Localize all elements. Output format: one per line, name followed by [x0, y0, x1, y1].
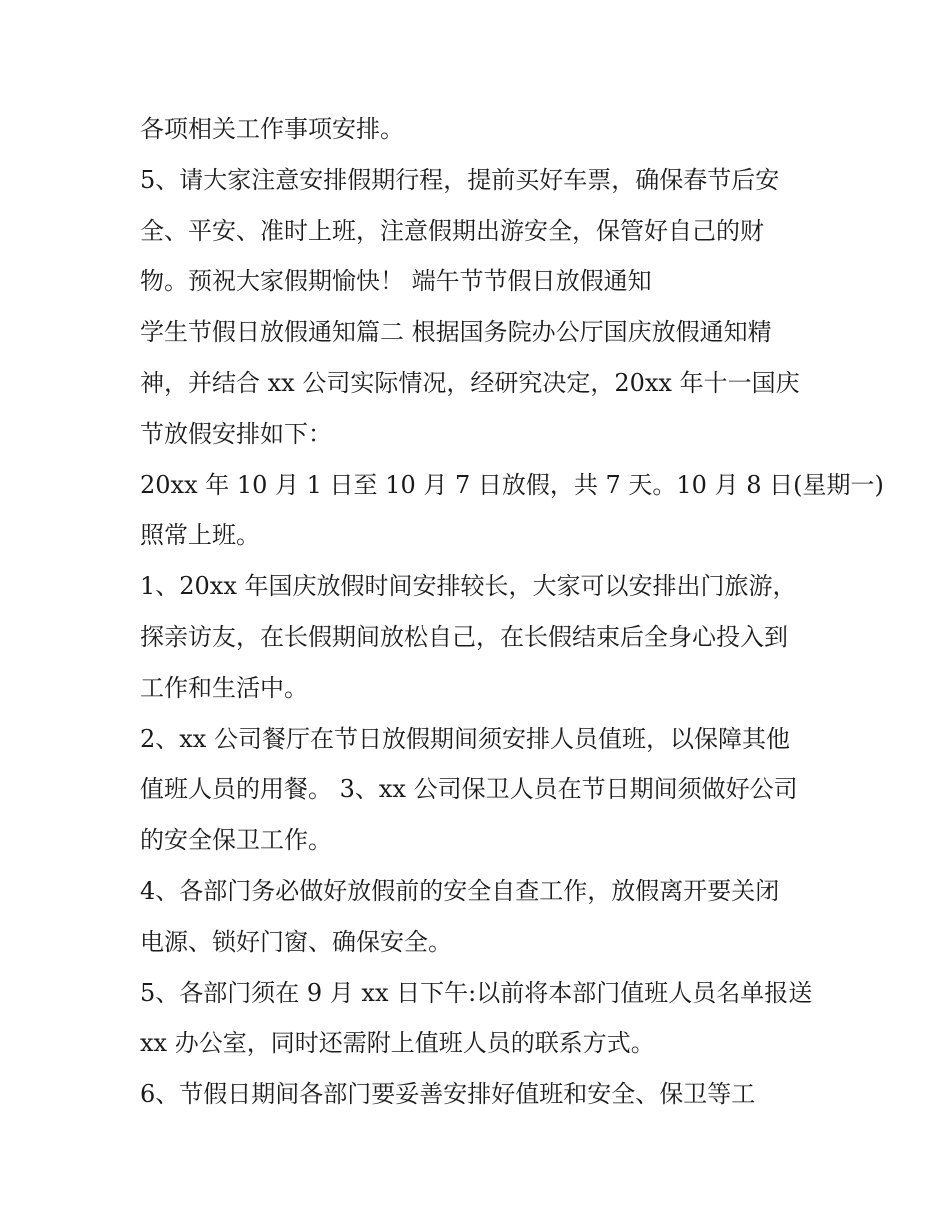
text-line: 各项相关工作事项安排。	[140, 115, 404, 143]
text-line: 物。预祝大家假期愉快！ 端午节节假日放假通知	[140, 267, 652, 296]
text-line: 节放假安排如下：	[140, 419, 332, 448]
text-line: 值班人员的用餐。 3、xx 公司保卫人员在节日期间须做好公司	[140, 775, 798, 804]
text-line: 照常上班。	[140, 521, 260, 550]
text-line: 1、20xx 年国庆放假时间安排较长，大家可以安排出门旅游，	[140, 572, 797, 601]
text-line: 电源、锁好门窗、确保安全。	[140, 927, 452, 956]
text-line: 4、各部门务必做好放假前的安全自查工作，放假离开要关闭	[140, 876, 780, 905]
text-line: 5、各部门须在 9 月 xx 日下午:以前将本部门值班人员名单报送	[140, 978, 813, 1007]
text-line: 工作和生活中。	[140, 673, 308, 702]
text-line: 2、xx 公司餐厅在节日放假期间须安排人员值班，以保障其他	[140, 724, 790, 753]
text-line: 5、请大家注意安排假期行程，提前买好车票，确保春节后安	[140, 165, 780, 194]
text-line: 的安全保卫工作。	[140, 826, 332, 855]
text-line: 6、节假日期间各部门要妥善安排好值班和安全、保卫等工	[140, 1080, 756, 1109]
text-line: xx 办公室，同时还需附上值班人员的联系方式。	[140, 1029, 655, 1058]
text-line: 20xx 年 10 月 1 日至 10 月 7 日放假，共 7 天。10 月 8 日(星期一)	[140, 470, 884, 499]
document-body	[140, 104, 884, 1120]
text-line: 全、平安、准时上班，注意假期出游安全，保管好自己的财	[140, 216, 764, 245]
text-line: 探亲访友，在长假期间放松自己，在长假结束后全身心投入到	[140, 622, 788, 651]
text-line: 学生节假日放假通知篇二 根据国务院办公厅国庆放假通知精	[140, 318, 772, 347]
text-line: 神，并结合 xx 公司实际情况，经研究决定，20xx 年十一国庆	[140, 368, 800, 397]
